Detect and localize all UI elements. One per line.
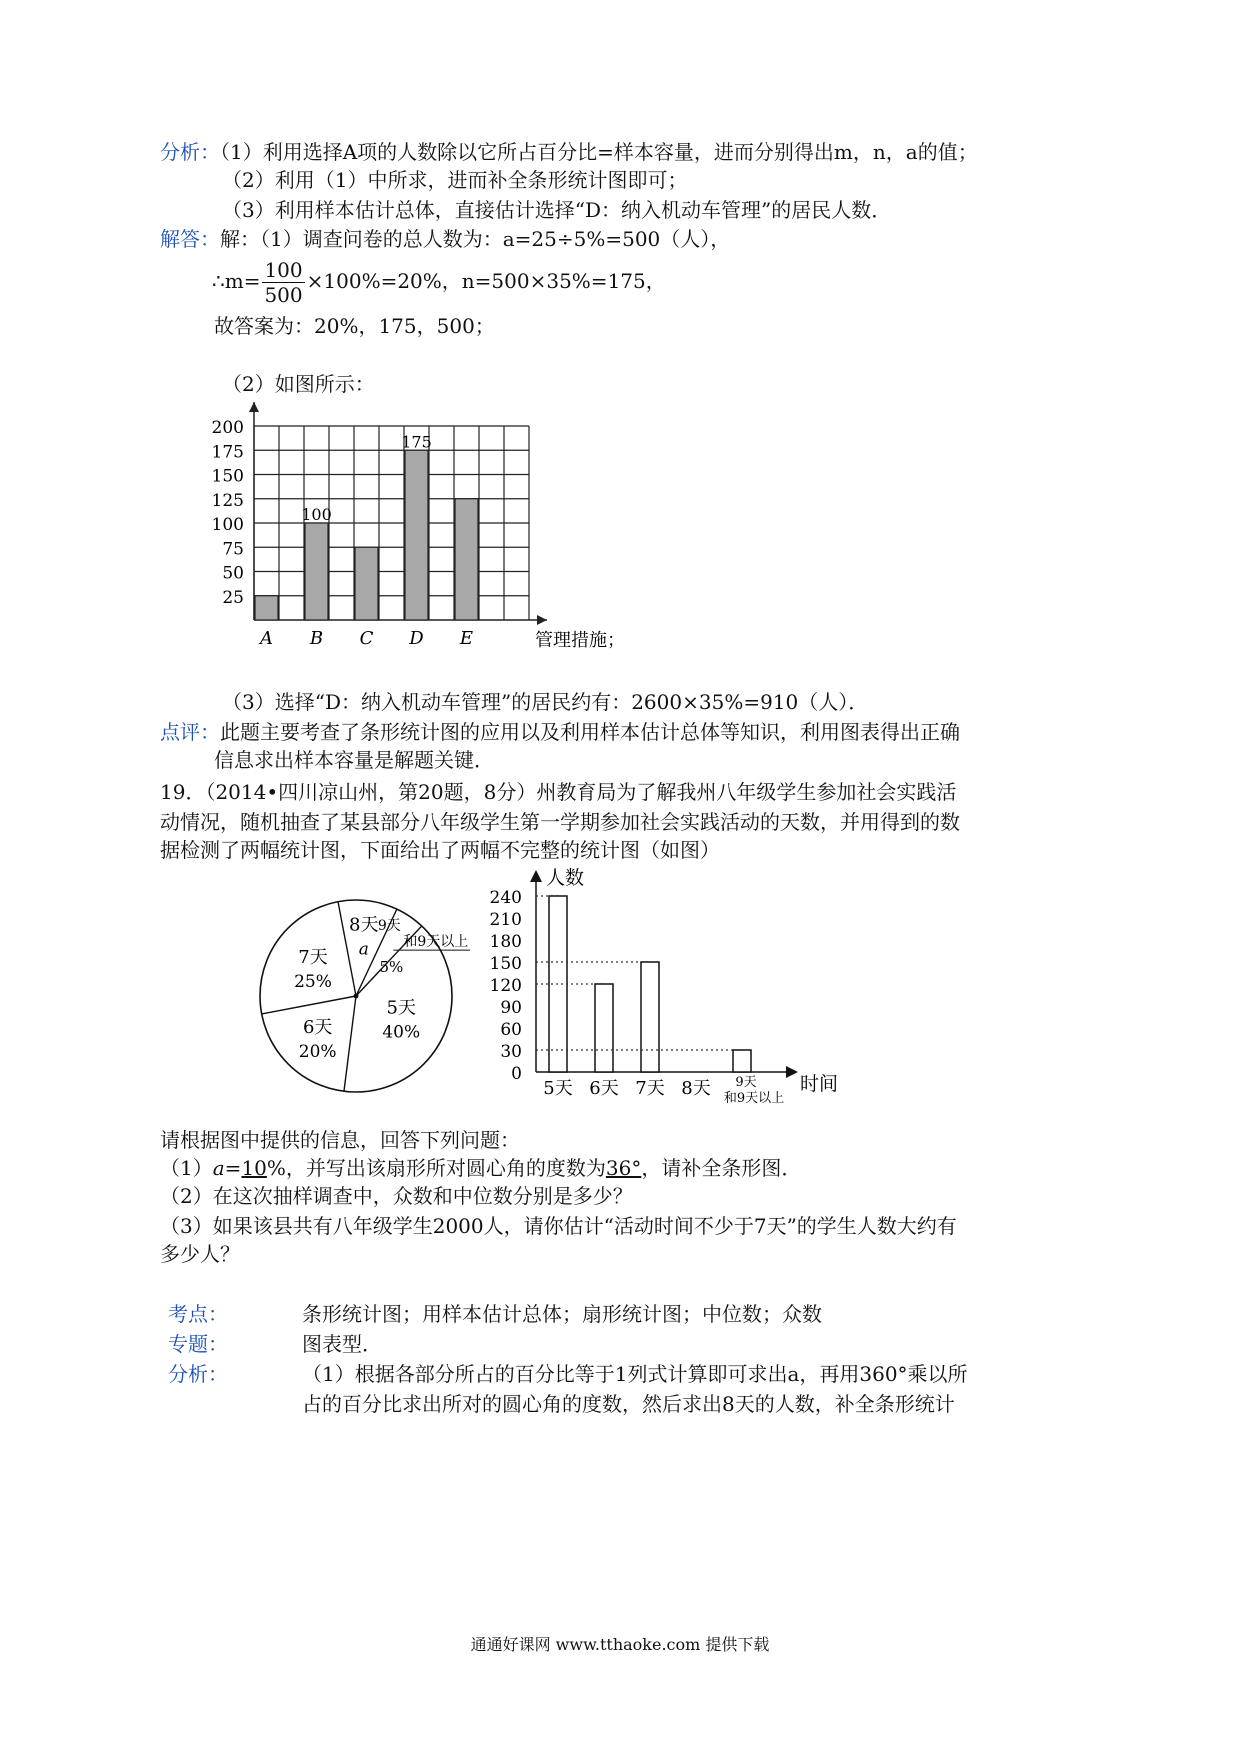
q1-number: （1） — [160, 1156, 213, 1180]
comment-line-2: 信息求出样本容量是解题关键． — [214, 748, 494, 772]
pie-slice-percent: 25% — [294, 971, 332, 992]
q19-q3-2: 多少人？ — [160, 1242, 240, 1266]
y-tick-label: 90 — [500, 998, 522, 1018]
x-tick-label: A — [260, 628, 273, 649]
solution-text-1: 解：（1）调查问卷的总人数为：a=25÷5%=500（人）， — [220, 227, 731, 251]
solution-label: 解答： — [160, 227, 220, 251]
fraction — [262, 258, 304, 307]
fraction-denominator: 500 — [264, 283, 303, 307]
q1-blank-angle: 36° — [605, 1156, 642, 1180]
activity-days-pie-chart — [250, 892, 470, 1112]
fraction-numerator: 100 — [264, 258, 303, 282]
bar-data-label: 100 — [301, 505, 332, 524]
x-axis-label: 管理措施 — [535, 630, 607, 651]
y-tick-label: 60 — [500, 1020, 522, 1040]
q19-q1 — [160, 1154, 801, 1182]
pie-center — [354, 994, 359, 999]
q19-stem-1: 19．（2014•四川凉山州，第20题，8分）州教育局为了解我州八年级学生参加社会实践活 — [160, 780, 957, 804]
fenxi-label: 分析： — [168, 1362, 228, 1386]
q19-q2: （2）在这次抽样调查中，众数和中位数分别是多少？ — [160, 1184, 633, 1208]
y-axis-label: 人数 — [546, 867, 585, 889]
x-tick-label: 8天 — [681, 1078, 711, 1099]
comment-text-1: 此题主要考查了条形统计图的应用以及利用样本估计总体等知识，利用图表得出正确 — [220, 720, 960, 744]
q19-q3-1: （3）如果该县共有八年级学生2000人，请你估计“活动时间不少于7天”的学生人数大约有 — [160, 1214, 957, 1238]
bar — [355, 547, 378, 620]
part3-line: （3）选择“D：纳入机动车管理”的居民约有：2600×35%=910（人）． — [222, 690, 869, 714]
y-tick-label: 25 — [222, 587, 244, 608]
x-tick-label: E — [459, 628, 474, 649]
y-tick-label: 30 — [500, 1042, 522, 1062]
part2-line: （2）如图所示： — [222, 372, 375, 396]
bar — [405, 450, 428, 620]
x-axis-label: 时间 — [800, 1073, 839, 1095]
y-tick-label: 75 — [222, 539, 244, 560]
analysis-line-3: （3）利用样本估计总体，直接估计选择“D：纳入机动车管理”的居民人数． — [222, 198, 892, 222]
analysis-line-1 — [160, 138, 978, 166]
activity-days-bar-chart — [488, 866, 848, 1116]
pie-slice-percent: 20% — [298, 1041, 337, 1062]
fenxi-text-1: （1）根据各部分所占的百分比等于1列式计算即可求出a，再用360°乘以所 — [302, 1362, 968, 1386]
pie-slice-percent: a — [358, 939, 369, 960]
x-axis-arrow — [786, 1066, 798, 1078]
y-tick-label: 120 — [489, 976, 522, 996]
bar — [595, 984, 613, 1072]
y-tick-label: 180 — [489, 932, 522, 952]
q1-mid: %，并写出该扇形所对圆心角的度数为 — [266, 1156, 606, 1180]
analysis-text-1: （1）利用选择A项的人数除以它所占百分比=样本容量，进而分别得出m，n，a的值； — [220, 140, 978, 164]
comment-label: 点评： — [160, 720, 220, 744]
x-tick-label: B — [309, 628, 324, 649]
y-tick-label: 210 — [489, 910, 522, 930]
y-tick-label: 150 — [211, 466, 244, 487]
y-tick-label: 240 — [489, 888, 522, 908]
bar — [641, 962, 659, 1072]
answer-line: 故答案为：20%，175，500； — [214, 314, 495, 338]
bar — [733, 1050, 751, 1072]
footer: 通通好课网 www.tthaoke.com 提供下载 — [470, 1635, 770, 1654]
pie-slice-label: 5天 — [386, 997, 416, 1019]
pie-slice-percent: 40% — [382, 1022, 421, 1043]
solution-m-line — [212, 256, 666, 307]
management-bar-chart — [206, 398, 646, 658]
q1-blank-percent: 10 — [241, 1156, 267, 1180]
pie-slice-label: 9天 — [377, 918, 401, 935]
pie-slice-percent: 5% — [379, 958, 404, 977]
y-tick-label: 100 — [211, 515, 244, 535]
y-tick-label: 125 — [211, 490, 244, 511]
q19-ask: 请根据图中提供的信息，回答下列问题： — [160, 1128, 520, 1152]
comment-line-1 — [160, 718, 960, 746]
y-tick-label: 50 — [222, 563, 244, 584]
q1-var: a — [212, 1156, 225, 1180]
kaodian-text: 条形统计图；用样本估计总体；扇形统计图；中位数；众数 — [302, 1302, 822, 1326]
x-tick-label: D — [409, 628, 424, 649]
bar — [305, 523, 328, 620]
solution-line-1 — [160, 225, 730, 253]
zhuanti-text: 图表型． — [302, 1332, 382, 1356]
bar — [255, 596, 278, 620]
y-tick-label: 175 — [211, 442, 244, 463]
analysis-label: 分析： — [160, 140, 220, 164]
x-tick-label: C — [359, 628, 374, 649]
y-axis-arrow — [530, 870, 542, 882]
y-axis-arrow — [249, 402, 259, 412]
kaodian-label: 考点： — [168, 1302, 228, 1326]
pie-slice-label: 8天 — [349, 914, 379, 936]
y-tick-label: 0 — [511, 1064, 522, 1084]
analysis-line-2: （2）利用（1）中所求，进而补全条形统计图即可； — [222, 168, 688, 192]
x-tick-label: 6天 — [589, 1078, 619, 1099]
x-tick-label: 7天 — [635, 1078, 665, 1099]
x-tick-label: 9天 — [735, 1075, 757, 1090]
y-tick-label: 200 — [211, 418, 244, 438]
x-tick-label: 5天 — [543, 1078, 573, 1099]
bar — [455, 499, 478, 620]
pie-slice-label: 和9天以上 — [403, 934, 469, 951]
x-axis-arrow — [537, 615, 547, 625]
pie-slice-label: 7天 — [298, 946, 328, 968]
x-tick-label: 和9天以上 — [723, 1091, 785, 1106]
x-axis-label-punct: ； — [607, 630, 625, 651]
zhuanti-label: 专题： — [168, 1332, 228, 1356]
m-suffix: ×100%=20%，n=500×35%=175， — [306, 269, 666, 293]
pie-slice-label: 6天 — [302, 1016, 333, 1038]
bar-data-label: 175 — [401, 432, 432, 452]
fenxi-text-2: 占的百分比求出所对的圆心角的度数，然后求出8天的人数，补全条形统计 — [302, 1392, 955, 1416]
q1-eq: = — [224, 1156, 242, 1180]
q19-stem-3: 据检测了两幅统计图，下面给出了两幅不完整的统计图（如图） — [160, 838, 720, 862]
q1-end: ，请补全条形图． — [641, 1156, 802, 1180]
y-tick-label: 150 — [489, 954, 522, 974]
q19-stem-2: 动情况，随机抽查了某县部分八年级学生第一学期参加社会实践活动的天数，并用得到的数 — [160, 810, 960, 834]
m-prefix: ∴m= — [212, 269, 261, 293]
